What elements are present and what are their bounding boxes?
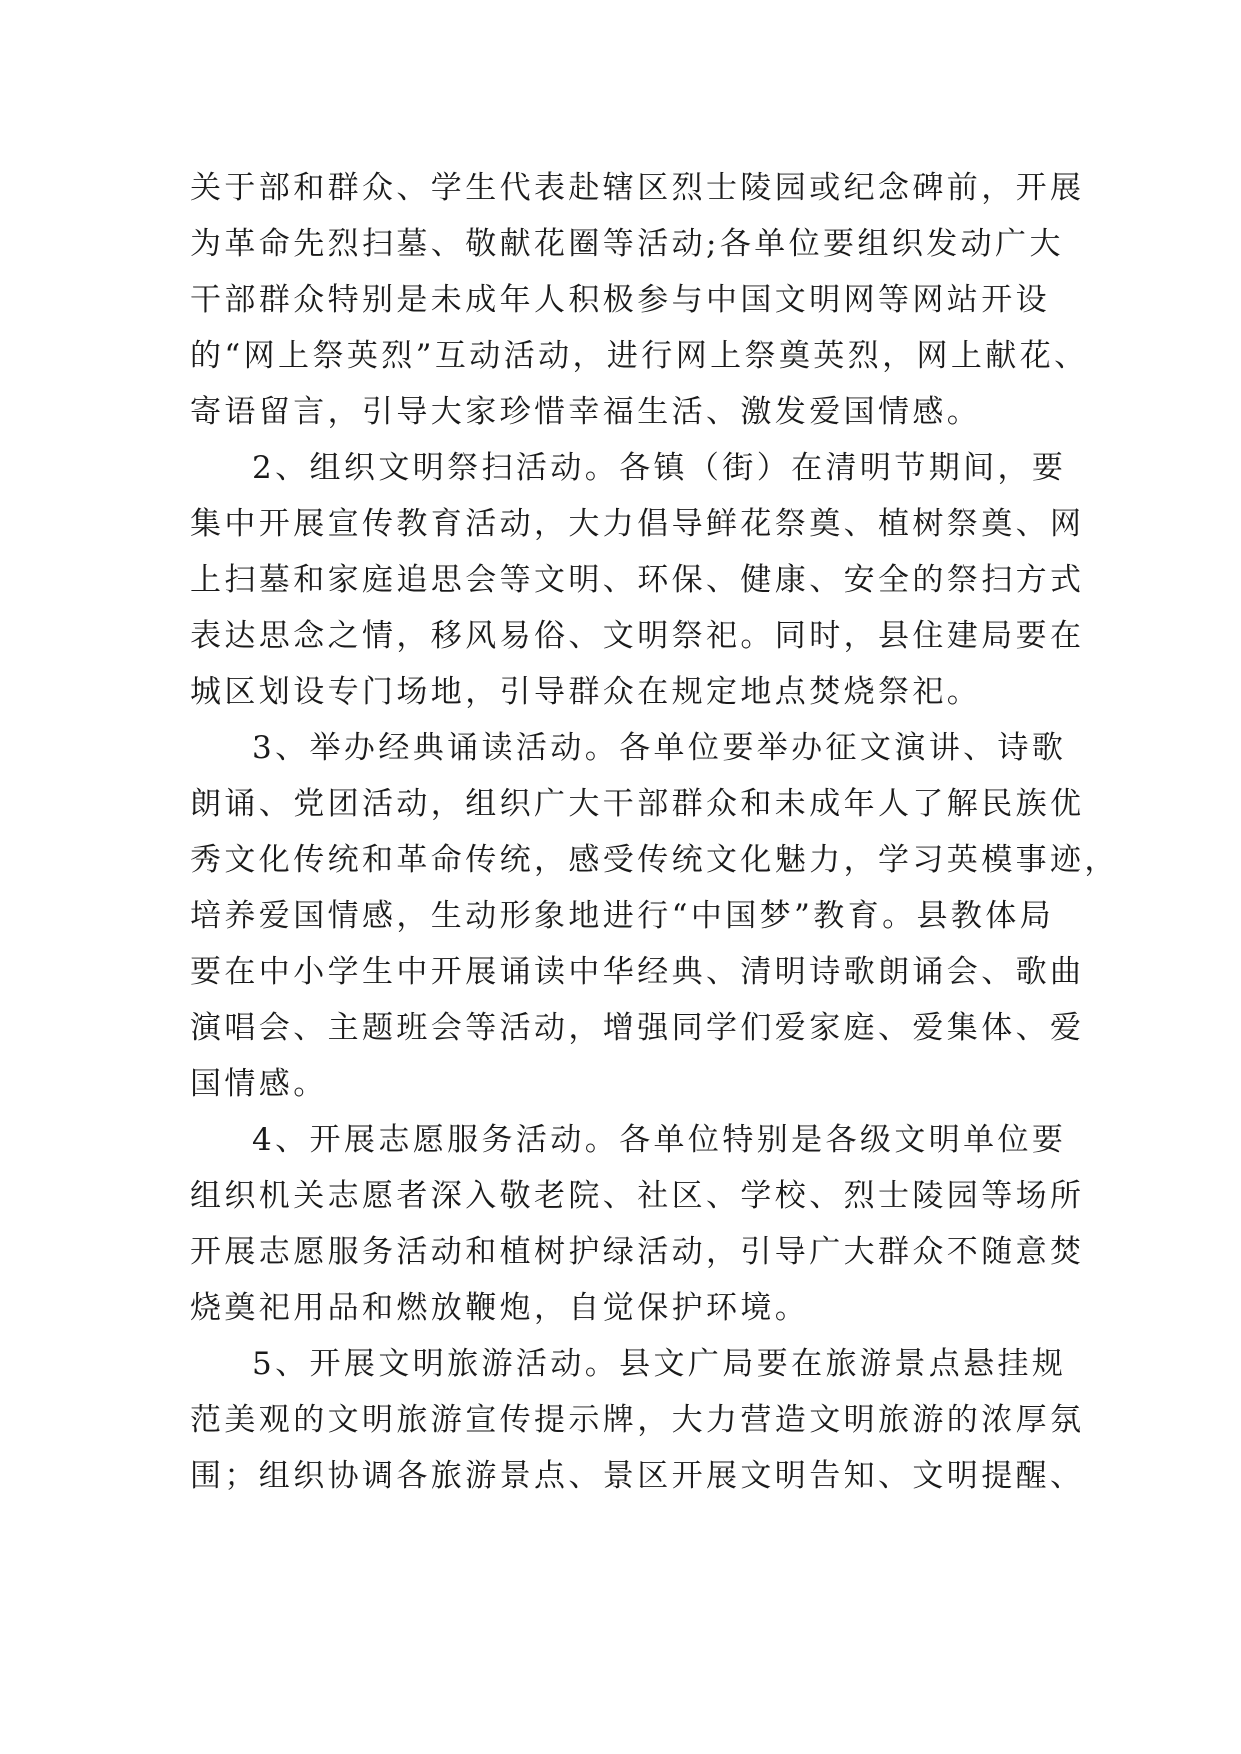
text-line: 培养爱国情感，生动形象地进行“中国梦”教育。县教体局 bbox=[190, 898, 1055, 934]
document-body bbox=[190, 160, 1119, 1504]
text-line: 2、组织文明祭扫活动。各镇（街）在清明节期间，要 bbox=[252, 450, 1067, 486]
paragraph bbox=[190, 160, 1089, 440]
text-line: 围；组织协调各旅游景点、景区开展文明告知、文明提醒、 bbox=[190, 1458, 1085, 1494]
text-line: 城区划设专门场地，引导群众在规定地点焚烧祭祀。 bbox=[190, 674, 982, 710]
text-line: 5、开展文明旅游活动。县文广局要在旅游景点悬挂规 bbox=[252, 1346, 1067, 1382]
text-line: 组织机关志愿者深入敬老院、社区、学校、烈士陵园等场所 bbox=[190, 1178, 1085, 1214]
text-line: 关于部和群众、学生代表赴辖区烈士陵园或纪念碑前，开展 bbox=[190, 170, 1085, 206]
text-line: 要在中小学生中开展诵读中华经典、清明诗歌朗诵会、歌曲 bbox=[190, 954, 1085, 990]
text-line: 3、举办经典诵读活动。各单位要举办征文演讲、诗歌 bbox=[252, 730, 1067, 766]
text-line: 上扫墓和家庭追思会等文明、环保、健康、安全的祭扫方式 bbox=[190, 562, 1085, 598]
text-line: 朗诵、党团活动，组织广大干部群众和未成年人了解民族优 bbox=[190, 786, 1085, 822]
text-line: 国情感。 bbox=[190, 1066, 328, 1102]
text-line: 集中开展宣传教育活动，大力倡导鲜花祭奠、植树祭奠、网 bbox=[190, 506, 1085, 542]
text-line: 烧奠祀用品和燃放鞭炮，自觉保护环境。 bbox=[190, 1290, 810, 1326]
text-line: 演唱会、主题班会等活动，增强同学们爱家庭、爱集体、爱 bbox=[190, 1010, 1085, 1046]
paragraph bbox=[190, 720, 1119, 1112]
paragraph bbox=[190, 1112, 1085, 1336]
text-line: 开展志愿服务活动和植树护绿活动，引导广大群众不随意焚 bbox=[190, 1234, 1085, 1270]
paragraph bbox=[190, 440, 1085, 720]
text-line: 范美观的文明旅游宣传提示牌，大力营造文明旅游的浓厚氛 bbox=[190, 1402, 1085, 1438]
text-line: 干部群众特别是未成年人积极参与中国文明网等网站开设 bbox=[190, 282, 1050, 318]
text-line: 的“网上祭英烈”互动活动，进行网上祭奠英烈，网上献花、 bbox=[190, 338, 1089, 374]
paragraph bbox=[190, 1336, 1085, 1504]
text-line: 4、开展志愿服务活动。各单位特别是各级文明单位要 bbox=[252, 1122, 1067, 1158]
text-line: 秀文化传统和革命传统，感受传统文化魅力，学习英模事迹， bbox=[190, 842, 1119, 878]
text-line: 表达思念之情，移风易俗、文明祭祀。同时，县住建局要在 bbox=[190, 618, 1085, 654]
text-line: 为革命先烈扫墓、敬献花圈等活动;各单位要组织发动广大 bbox=[190, 226, 1064, 262]
text-line: 寄语留言，引导大家珍惜幸福生活、激发爱国情感。 bbox=[190, 394, 982, 430]
